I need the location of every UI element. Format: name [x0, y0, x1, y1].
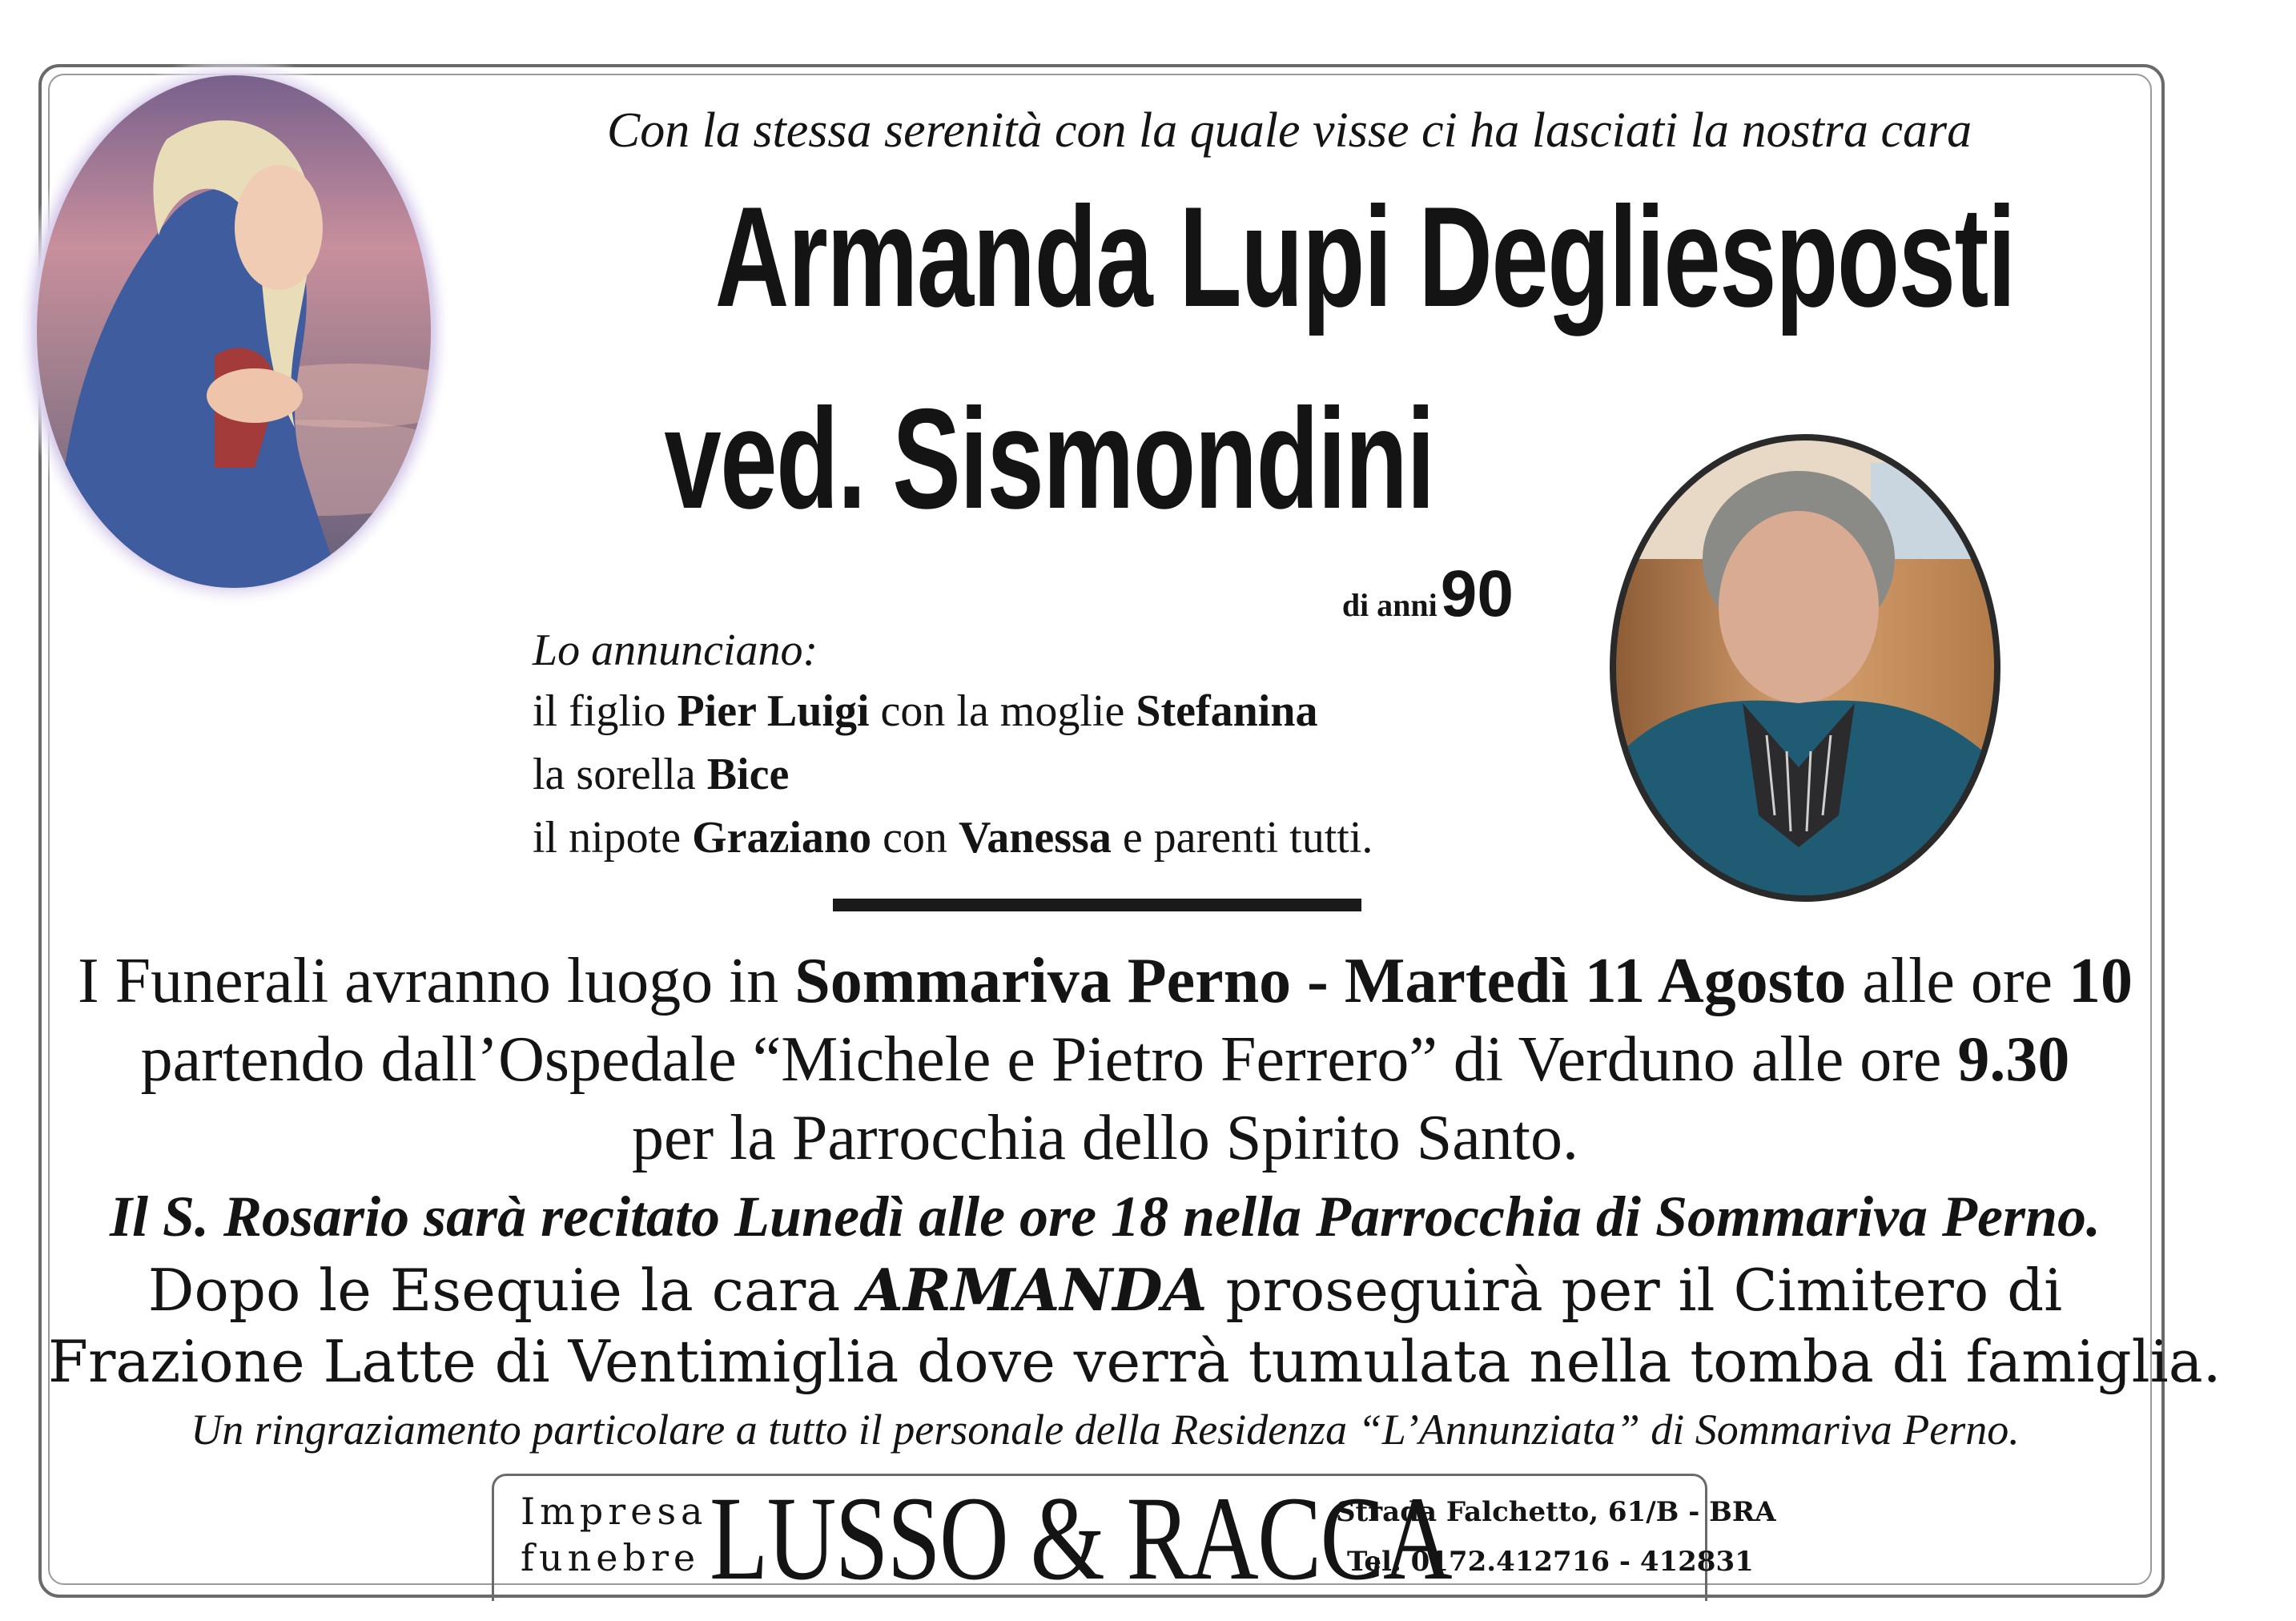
deceased-name: Armanda Lupi Degliesposti — [714, 177, 2016, 336]
deceased-widow-name: ved. Sismondini — [664, 379, 1434, 538]
divider — [833, 899, 1361, 911]
announcer-line: il figlio Pier Luigi con la moglie Stefanina — [533, 686, 1318, 736]
burial-line: Dopo le Esequie la cara ARMANDA proseguirà per il Cimitero di — [147, 1256, 2063, 1324]
funeral-home-address: Strada Falchetto, 61/B - BRA — [1336, 1496, 1776, 1528]
madonna-image — [14, 51, 453, 612]
funeral-line: partendo dall’Ospedale “Michele e Pietro Ferrero” di Verduno alle ore 9.30 — [140, 1024, 2070, 1095]
announcer-line: la sorella Bice — [533, 750, 790, 799]
thanks-text: Un ringraziamento particolare a tutto il personale della Residenza “L’Annunziata” di Sommariva Perno. — [191, 1406, 2020, 1454]
age-prefix: di anni — [1341, 587, 1438, 623]
age-value: 90 — [1440, 557, 1514, 630]
funeral-home-phone: Tel. 0172.412716 - 412831 — [1347, 1546, 1754, 1578]
impresa-funebre: Impresa funebre — [521, 1490, 708, 1579]
intro-text: Con la stessa serenità con la quale visse ci ha lasciati la nostra cara — [606, 103, 1972, 158]
announcer-line: il nipote Graziano con Vanessa e parenti tutti. — [533, 813, 1373, 863]
announcers-title: Lo annunciano: — [533, 625, 818, 675]
funeral-line: I Funerali avranno luogo in Sommariva Perno - Martedì 11 Agosto alle ore 10 — [77, 946, 2133, 1016]
rosary-text: Il S. Rosario sarà recitato Lunedì alle ore 18 nella Parrocchia di Sommariva Perno. — [109, 1185, 2101, 1249]
funeral-home-brand: LUSSO & RACCA — [710, 1472, 1452, 1605]
burial-line: Frazione Latte di Ventimiglia dove verrà tumulata nella tomba di famiglia. — [48, 1328, 2222, 1395]
age — [1249, 557, 1514, 632]
portrait-image — [1606, 431, 2004, 905]
funeral-line: per la Parrocchia dello Spirito Santo. — [632, 1103, 1578, 1173]
